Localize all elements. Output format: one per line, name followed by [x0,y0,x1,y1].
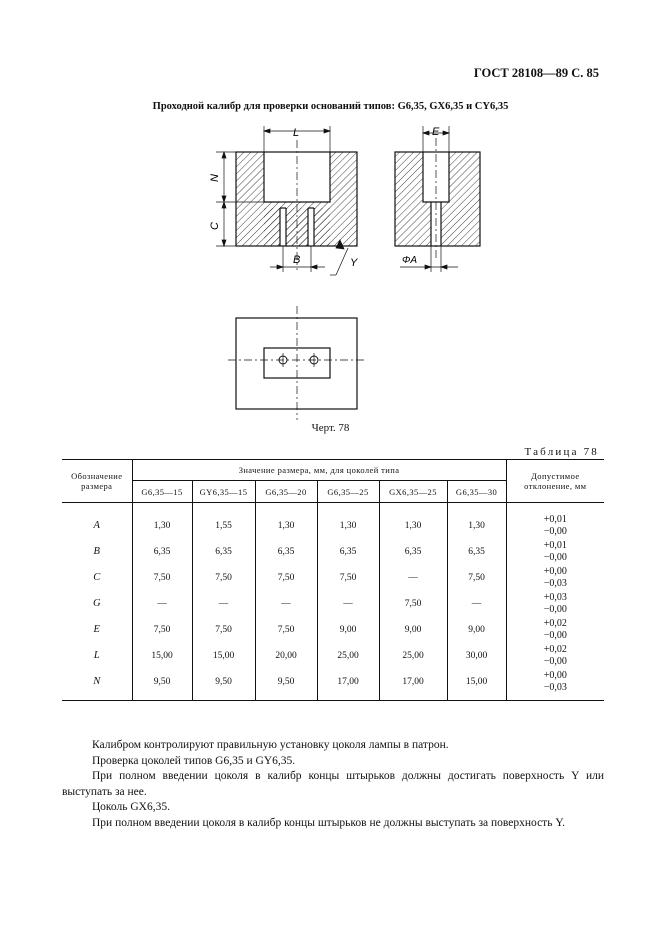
table-cell: 7,50 [317,565,379,591]
table-row [62,513,604,539]
dim-label-L: L [293,127,300,139]
table-cell: 7,50 [379,591,447,617]
table-cell: 1,30 [317,513,379,539]
col-header-type: GX6,35—25 [379,481,447,503]
tolerance-cell [506,669,604,695]
table-cell: 25,00 [379,643,447,669]
tolerance-minus: −0,03 [543,681,567,693]
table-cell: 15,00 [447,669,506,695]
row-symbol: E [62,617,132,643]
col-header-values: Значение размера, мм, для цоколей типа [132,460,506,481]
row-symbol: L [62,643,132,669]
table-row [62,539,604,565]
table-cell: 15,00 [132,643,192,669]
dim-label-B: B [293,254,301,266]
col-header-type: GY6,35—15 [192,481,255,503]
table-row [62,591,604,617]
dimensions-table [62,459,604,701]
table-cell: 7,50 [255,565,317,591]
dim-label-E: E [432,126,440,138]
note-paragraph: При полном введении цоколя в калибр концы штырьков должны достигать поверхность Y или выступать за нее. [62,770,604,798]
table-cell: 6,35 [447,539,506,565]
col-header-type: G6,35—25 [317,481,379,503]
tolerance-cell [506,643,604,669]
table-cell: — [132,591,192,617]
row-symbol: C [62,565,132,591]
table-cell: 6,35 [132,539,192,565]
tolerance-minus: −0,00 [543,551,567,563]
tolerance-cell [506,565,604,591]
table-cell: 25,00 [317,643,379,669]
table-cell: 7,50 [132,617,192,643]
col-header-type: G6,35—30 [447,481,506,503]
note-paragraph: Проверка цоколей типов G6,35 и GY6,35. [92,754,296,767]
row-symbol: G [62,591,132,617]
table-cell: 9,00 [317,617,379,643]
table-cell: 1,30 [255,513,317,539]
table-row [62,617,604,643]
tolerance-minus: −0,00 [543,525,567,537]
table-cell: 1,55 [192,513,255,539]
table-cell: 7,50 [447,565,506,591]
table-cell: 6,35 [255,539,317,565]
tolerance-minus: −0,03 [543,577,567,589]
surface-label-Y: Y [350,257,358,269]
section-view-right [395,152,480,246]
tolerance-plus: +0,03 [543,591,567,603]
tolerance-plus: +0,00 [543,669,567,681]
note-paragraph: При полном введении цоколя в калибр концы штырьков не должны выступать за поверхность Y. [92,816,566,829]
table-row [62,565,604,591]
table-cell: — [447,591,506,617]
dim-label-A: ΦA [402,255,418,266]
table-cell: 1,30 [379,513,447,539]
table-cell: — [255,591,317,617]
table-cell: 9,50 [255,669,317,695]
col-header-type: G6,35—15 [132,481,192,503]
tolerance-cell [506,591,604,617]
table-cell: — [379,565,447,591]
col-header-type: G6,35—20 [255,481,317,503]
tolerance-cell [506,617,604,643]
table-cell: 6,35 [379,539,447,565]
table-cell: 7,50 [192,565,255,591]
note-paragraph: Цоколь GX6,35. [92,801,170,813]
tolerance-minus: −0,00 [543,655,567,667]
table-cell: 6,35 [192,539,255,565]
section-view-left [236,152,357,246]
table-cell: 20,00 [255,643,317,669]
tolerance-plus: +0,02 [543,617,567,629]
row-symbol: B [62,539,132,565]
figure-title: Проходной калибр для проверки оснований типов: G6,35, GX6,35 и CY6,35 [152,101,509,112]
table-cell: — [192,591,255,617]
row-symbol: A [62,513,132,539]
table-cell: 1,30 [447,513,506,539]
tolerance-plus: +0,00 [543,565,567,577]
dim-label-N: N [209,174,221,182]
table-cell: 9,00 [447,617,506,643]
table-cell: 17,00 [317,669,379,695]
dim-label-C: C [209,222,221,230]
tolerance-plus: +0,01 [543,539,567,551]
tolerance-cell [506,513,604,539]
table-label: Таблица 78 [524,446,599,458]
tolerance-plus: +0,02 [543,643,567,655]
table-cell: 9,50 [132,669,192,695]
table-cell: 30,00 [447,643,506,669]
table-cell: 17,00 [379,669,447,695]
table-cell: 7,50 [132,565,192,591]
figure-caption: Черт. 78 [311,422,350,434]
table-cell: 7,50 [192,617,255,643]
tolerance-minus: −0,00 [543,603,567,615]
table-cell: 9,50 [192,669,255,695]
table-cell: 1,30 [132,513,192,539]
note-paragraph: Калибром контролируют правильную установку цоколя лампы в патрон. [92,739,449,751]
col-header-designation: Обозначение размера [62,460,132,503]
table-row [62,643,604,669]
tolerance-plus: +0,01 [543,513,567,525]
table-cell: 15,00 [192,643,255,669]
tolerance-cell [506,539,604,565]
tolerance-minus: −0,00 [543,629,567,641]
table-cell: 9,00 [379,617,447,643]
table-cell: 6,35 [317,539,379,565]
table-cell: — [317,591,379,617]
notes-section [62,738,604,831]
table-row [62,669,604,695]
table-cell: 7,50 [255,617,317,643]
row-symbol: N [62,669,132,695]
plan-view [228,306,366,420]
gauge-drawing [0,120,661,420]
page-header: ГОСТ 28108—89 С. 85 [473,66,599,80]
col-header-tolerance: Допустимое отклонение, мм [506,460,604,503]
